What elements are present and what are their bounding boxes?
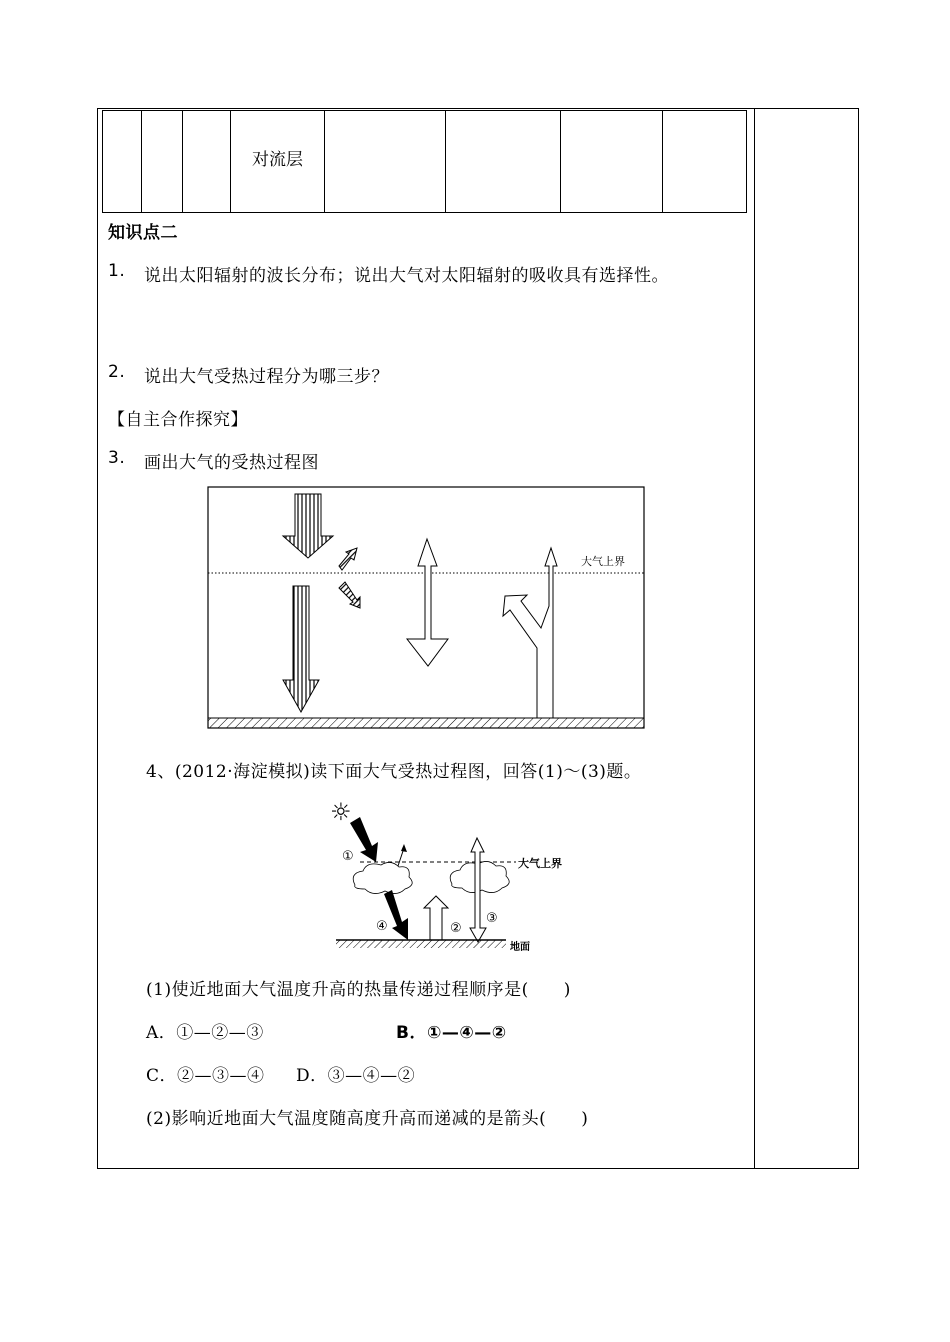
right-column-divider	[754, 108, 755, 1169]
atmosphere-top-label: 大气上界	[518, 857, 562, 870]
sub-question-1: (1)使近地面大气温度升高的热量传递过程顺序是( )	[146, 980, 571, 1000]
arrow-1-solar	[350, 817, 378, 862]
sub-question-2: (2)影响近地面大气温度随高度升高而递减的是箭头( )	[146, 1109, 589, 1129]
table-cell	[561, 111, 663, 213]
table-cell	[142, 111, 183, 213]
q2-text: 说出大气受热过程分为哪三步？	[144, 367, 389, 387]
q1-text: 说出太阳辐射的波长分布；说出大气对太阳辐射的吸收具有选择性。	[144, 266, 669, 286]
q4-text: 4、(2012·海淀模拟)读下面大气受热过程图，回答(1)～(3)题。	[146, 762, 642, 782]
marker-1: ①	[342, 849, 354, 864]
table-cell-troposphere: 对流层	[231, 111, 325, 213]
option-d[interactable]: D．③—④—②	[296, 1066, 416, 1086]
reflection-arrowhead	[401, 844, 407, 852]
atmosphere-top-label: 大气上界	[581, 555, 625, 568]
marker-2: ②	[450, 921, 462, 936]
marker-3: ③	[486, 911, 498, 926]
section-title: 知识点二	[108, 223, 178, 243]
ground-label: 地面	[510, 942, 530, 953]
q3-text: 画出大气的受热过程图	[144, 453, 319, 473]
table-cell	[446, 111, 561, 213]
numbered-heating-diagram	[320, 790, 570, 960]
q1-number: 1.	[108, 261, 126, 281]
q3-number: 3.	[108, 448, 126, 468]
ground-hatch	[336, 940, 506, 948]
marker-4: ④	[376, 919, 388, 934]
arrow-2-ground-radiation	[424, 896, 448, 940]
cloud-left	[353, 862, 412, 893]
table-cell	[183, 111, 231, 213]
heating-process-diagram	[205, 486, 647, 732]
sun-icon: ☼	[330, 798, 352, 826]
ground-hatch	[208, 718, 644, 728]
table-cell	[663, 111, 747, 213]
explore-heading: 【自主合作探究】	[108, 410, 248, 430]
atmosphere-layer-table	[102, 110, 747, 213]
table-cell	[103, 111, 142, 213]
option-a[interactable]: A．①—②—③	[146, 1023, 264, 1043]
option-c[interactable]: C．②—③—④	[146, 1066, 265, 1086]
option-b[interactable]: B．①—④—②	[396, 1023, 507, 1043]
table-cell	[325, 111, 446, 213]
q2-number: 2.	[108, 362, 126, 382]
